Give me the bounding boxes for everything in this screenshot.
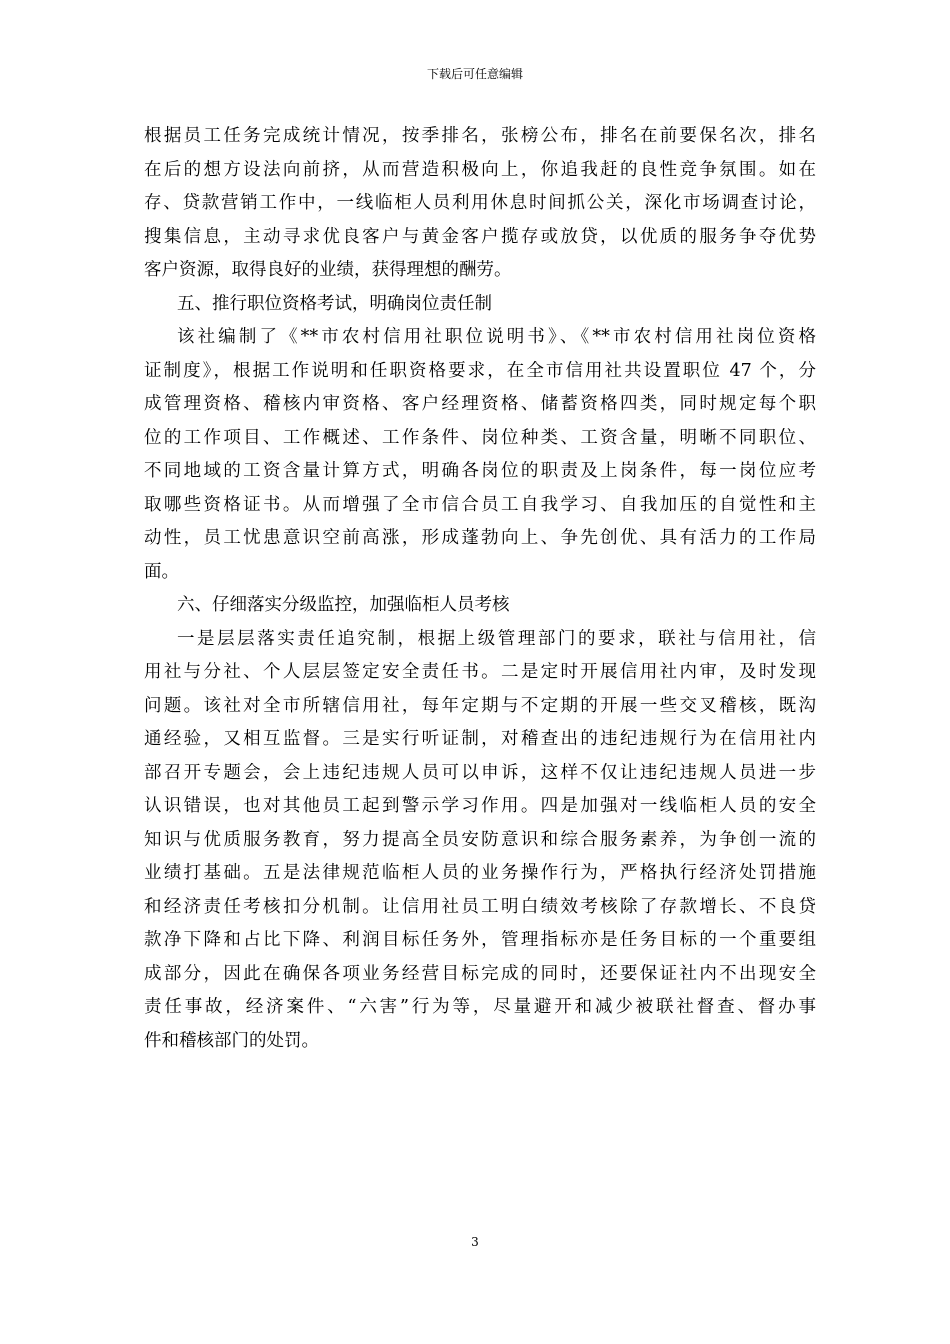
text-line: 根据员工任务完成统计情况，按季排名，张榜公布，排名在前要保名次，排名 [144,126,816,146]
page-header: 下载后可任意编辑 [426,67,523,81]
text-line: 成部分，因此在确保各项业务经营目标完成的同时，还要保证社内不出现安全 [144,963,816,984]
text-line: 用社与分社、个人层层签定安全责任书。二是定时开展信用社内审，及时发现 [144,662,816,682]
paragraph [144,623,816,1059]
text-line: 客户资源，取得良好的业绩，获得理想的酬劳。 [144,260,512,280]
section-heading: 六、仔细落实分级监控，加强临柜人员考核 [177,595,510,615]
paragraph [144,321,816,589]
section-heading: 五、推行职位资格考试，明确岗位责任制 [177,293,492,314]
text-line: 问题。该社对全市所辖信用社，每年定期与不定期的开展一些交叉稽核，既沟 [144,695,816,716]
text-line: 证制度》，根据工作说明和任职资格要求，在全市信用社共设置职位 47 个，分 [144,360,816,381]
text-line: 该社编制了《**市农村信用社职位说明书》、《**市农村信用社岗位资格 [177,327,816,347]
text-line: 和经济责任考核扣分机制。让信用社员工明白绩效考核除了存款增长、不良贷 [144,896,816,917]
paragraph [144,120,816,288]
text-line: 责任事故，经济案件、“六害”行为等，尽量避开和减少被联社督查、督办事 [144,997,816,1017]
text-line: 业绩打基础。五是法律规范临柜人员的业务操作行为，严格执行经济处罚措施 [144,863,816,883]
text-line: 动性，员工忧患意识空前高涨，形成蓬勃向上、争先创优、具有活力的工作局 [144,528,816,548]
text-line: 搜集信息，主动寻求优良客户与黄金客户揽存或放贷，以优质的服务争夺优势 [144,226,816,247]
text-line: 不同地域的工资含量计算方式，明确各岗位的职责及上岗条件，每一岗位应考 [144,461,816,481]
text-line: 成管理资格、稽核内审资格、客户经理资格、储蓄资格四类，同时规定每个职 [144,394,816,414]
text-line: 存、贷款营销工作中，一线临柜人员利用休息时间抓公关，深化市场调查讨论， [144,193,816,213]
text-line: 面。 [144,561,179,582]
text-line: 认识错误，也对其他员工起到警示学习作用。四是加强对一线临柜人员的安全 [144,796,816,816]
text-line: 知识与优质服务教育，努力提高全员安防意识和综合服务素养，为争创一流的 [144,829,816,850]
text-line: 部召开专题会，会上违纪违规人员可以申诉，这样不仅让违纪违规人员进一步 [144,762,816,783]
text-line: 在后的想方设法向前挤，从而营造积极向上，你追我赶的良性竞争氛围。如在 [144,159,816,180]
text-line: 取哪些资格证书。从而增强了全市信合员工自我学习、自我加压的自觉性和主 [144,494,816,515]
document-body [144,120,816,1058]
page-number: 3 [471,1235,479,1249]
text-line: 通经验，又相互监督。三是实行听证制，对稽查出的违纪违规行为在信用社内 [144,729,816,749]
text-line: 款净下降和占比下降、利润目标任务外，管理指标亦是任务目标的一个重要组 [144,930,816,950]
text-line: 一是层层落实责任追究制，根据上级管理部门的要求，联社与信用社，信 [177,628,816,649]
text-line: 位的工作项目、工作概述、工作条件、岗位种类、工资含量，明晰不同职位、 [144,427,816,448]
text-line: 件和稽核部门的处罚。 [144,1030,319,1051]
